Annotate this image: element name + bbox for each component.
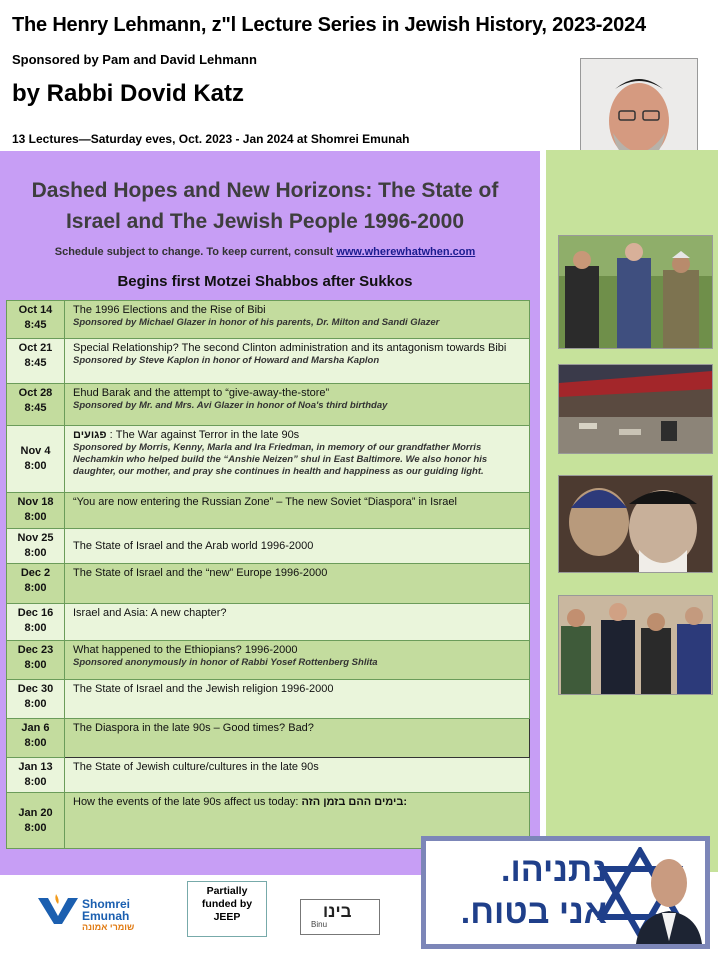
lecture-time: 8:00 [24,821,47,834]
lecture-schedule-table [6,300,530,849]
lecture-time: 8:00 [24,460,47,472]
lecture-row [7,384,530,426]
lecture-title: What happened to the Ethiopians? 1996-2000 [73,644,298,656]
lecture-time: 8:00 [24,776,47,788]
lecture-time: 8:45 [24,357,47,369]
lecture-title: Special Relationship? The second Clinton administration and its antagonism towards Bibi [73,342,507,354]
lecture-date: Nov 25 [17,532,54,544]
lecture-date-cell [7,793,65,849]
lecture-row [7,493,530,529]
series-title: The Henry Lehmann, z"l Lecture Series in Jewish History, 2023-2024 [12,14,646,36]
rabbis-photo [558,475,713,573]
lecture-time: 8:00 [24,622,47,634]
shomrei-emunah-logo-icon [38,894,78,926]
lecture-date: Oct 21 [18,342,53,354]
lecture-title: Ehud Barak and the attempt to “give-away-the-store” [73,387,330,399]
ceremony-photo [558,595,713,695]
lecture-date: Dec 2 [20,567,51,579]
lecture-row [7,301,530,339]
lecture-sponsor: Sponsored by Steve Kaplon in honor of Howard and Marsha Kaplon [73,355,380,366]
campaign-poster [421,836,710,949]
lecture-date: Jan 20 [18,806,53,819]
schedule-note-text: Schedule subject to change. To keep current, consult [54,246,337,258]
lecture-topic-cell [65,680,530,719]
shomrei-emunah-logo [38,888,158,934]
campaign-poster-inner [426,841,705,944]
lecture-date: Dec 30 [17,683,54,695]
lecture-date-cell [7,719,65,758]
binu-logo [300,899,380,935]
lecture-topic-cell [65,529,530,564]
lecture-time: 8:00 [24,698,47,710]
lecture-time: 8:00 [24,737,47,749]
lecture-row [7,564,530,604]
lecture-date-cell [7,604,65,641]
lecture-date-cell [7,339,65,384]
start-note: Begins first Motzei Shabbos after Sukkos [117,273,413,290]
lecture-date: Nov 4 [20,445,51,457]
lecture-date-cell [7,301,65,339]
shomrei-logo-line2: Emunah [82,909,130,923]
funding-note: Partially funded by JEEP [187,881,267,937]
lecture-topic-cell [65,641,530,680]
lecture-time: 8:00 [24,511,47,523]
lecture-title: The State of Jewish culture/cultures in the late 90s [73,761,319,773]
lecture-date-cell [7,641,65,680]
poster-line-2: אני בטוח. [460,893,607,931]
lecture-title: The State of Israel and the “new” Europe 1996-2000 [73,567,328,579]
lecture-topic-cell [65,301,530,339]
lecture-time: 8:00 [24,659,47,671]
lecture-date: Jan 6 [21,722,50,734]
course-heading: Dashed Hopes and New Horizons: The State of Israel and The Jewish People 1996-2000 [31,179,499,233]
lecture-time: 8:00 [24,547,47,559]
lecture-hebrew-title: פגועים [73,429,107,441]
shomrei-logo-line1: Shomrei [82,897,131,911]
lecture-title: How the events of the late 90s affect us today: [73,796,302,808]
lecture-date-cell [7,564,65,604]
lecture-sponsor: Sponsored anonymously in honor of Rabbi Yosef Rottenberg Shlita [73,657,378,668]
lecture-row [7,719,530,758]
lecture-time: 8:00 [24,582,47,594]
lecture-date: Oct 28 [18,387,53,399]
lecture-row [7,641,530,680]
shomrei-logo-hebrew: שומרי אמונה [82,922,135,932]
lecture-title: The State of Israel and the Jewish religion 1996-2000 [73,683,334,695]
lecture-title-line [73,429,523,442]
lecture-date-cell [7,529,65,564]
lecture-date: Dec 16 [17,607,54,619]
lecture-topic-cell [65,384,530,426]
lecture-title: The State of Israel and the Arab world 1996-2000 [73,540,314,552]
lecture-date: Nov 18 [17,496,54,508]
campaign-poster-text [432,849,607,933]
lecture-topic-cell [65,719,530,758]
lecture-topic-cell [65,493,530,529]
lecture-row [7,604,530,641]
netanyahu-portrait-icon [634,841,704,944]
schedule-note [10,246,520,258]
lecture-date: Oct 14 [18,304,53,316]
lecture-title: The Diaspora in the late 90s – Good times? Bad? [73,722,314,734]
lecture-date-cell [7,758,65,793]
lecture-date-cell [7,426,65,493]
binu-logo-hebrew: בינו [323,902,352,921]
lecture-date-cell [7,384,65,426]
poster-line-1: נתניהו. [501,851,607,889]
lecture-sponsor: Sponsored by Morris, Kenny, Marla and Ira Friedman, in memory of our grandfather Morris Nechamkin who helped build the “Anshie Neizen” shul in East Baltimore. We also honor his daughter, our mother, and pray she continues in health and happiness as our guiding light. [73,442,488,477]
lecture-topic-cell [65,339,530,384]
lecture-hebrew-title: בימים ההם בזמן הזה: [301,796,408,808]
lecture-date: Jan 13 [18,761,53,773]
lecture-title: : The War against Terror in the late 90s [106,429,300,441]
schedule-website-link[interactable]: www.wherewhatwhen.com [336,246,476,258]
lecture-title: The 1996 Elections and the Rise of Bibi [73,304,266,316]
binu-logo-english: Binu [311,920,328,929]
lecture-topic-cell [65,604,530,641]
lecture-date: Dec 23 [17,644,54,656]
lecture-sponsor: Sponsored by Mr. and Mrs. Avi Glazer in honor of Noa's third birthday [73,400,388,411]
lecture-title-line [73,796,523,809]
lecture-time: 8:45 [24,402,47,414]
lecture-row [7,758,530,793]
lecture-time: 8:45 [24,319,47,331]
lecture-row [7,680,530,719]
lecture-date-cell [7,680,65,719]
attack-scene-photo [558,364,713,454]
series-meta: 13 Lectures—Saturday eves, Oct. 2023 - Jan 2024 at Shomrei Emunah [12,132,410,146]
lecture-topic-cell [65,758,530,793]
lecture-topic-cell [65,564,530,604]
lecture-row [7,426,530,493]
lecture-topic-cell [65,426,530,493]
series-sponsor: Sponsored by Pam and David Lehmann [12,52,257,67]
lecture-sponsor: Sponsored by Michael Glazer in honor of his parents, Dr. Milton and Sandi Glazer [73,317,440,328]
lecture-date-cell [7,493,65,529]
lecture-title: Israel and Asia: A new chapter? [73,607,227,619]
lecture-title: “You are now entering the Russian Zone” – The new Soviet “Diaspora” in Israel [73,496,457,508]
lecturer-name: by Rabbi Dovid Katz [12,80,245,107]
lecture-row [7,529,530,564]
lecture-row [7,339,530,384]
leaders-photo [558,235,713,349]
